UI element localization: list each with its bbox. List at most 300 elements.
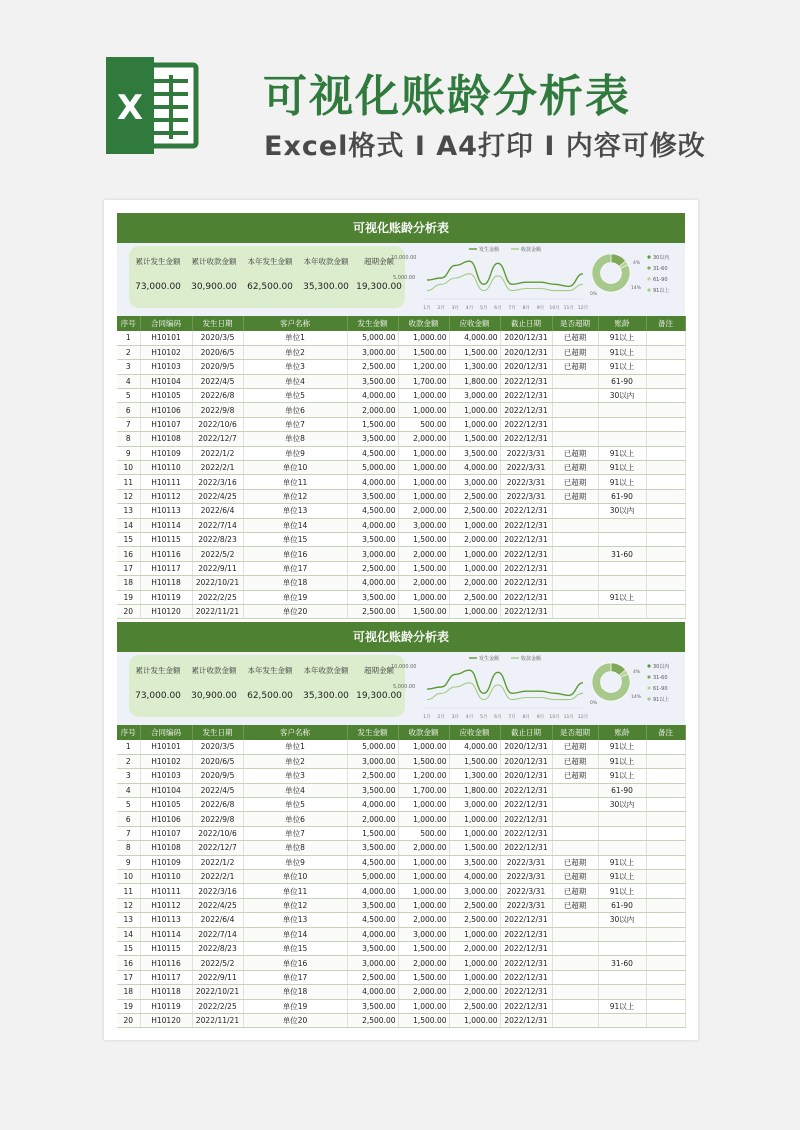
table-cell[interactable]: 8	[117, 841, 140, 855]
table-cell[interactable]: 2022/12/31	[500, 389, 552, 403]
table-cell[interactable]	[552, 841, 598, 855]
table-cell[interactable]: 2022/10/21	[192, 576, 243, 590]
table-cell[interactable]: 已超期	[552, 884, 598, 898]
table-cell[interactable]: 2022/12/31	[500, 417, 552, 431]
table-cell[interactable]	[646, 769, 685, 783]
table-cell[interactable]: 3,000.00	[449, 475, 500, 489]
table-cell[interactable]: 2,000.00	[347, 812, 398, 826]
table-cell[interactable]: 8	[117, 432, 140, 446]
table-cell[interactable]: 4,000.00	[449, 740, 500, 754]
table-cell[interactable]: 2022/11/21	[192, 604, 243, 618]
table-cell[interactable]: H10101	[140, 740, 192, 754]
table-cell[interactable]: H10109	[140, 446, 192, 460]
table-cell[interactable]: 2022/12/31	[500, 941, 552, 955]
table-cell[interactable]: 1,000.00	[398, 590, 449, 604]
table-cell[interactable]: 单位6	[243, 812, 347, 826]
table-cell[interactable]: H10106	[140, 812, 192, 826]
table-cell[interactable]: 20	[117, 604, 140, 618]
table-cell[interactable]: 5,000.00	[347, 870, 398, 884]
table-cell[interactable]	[646, 913, 685, 927]
table-cell[interactable]: 2020/6/5	[192, 345, 243, 359]
table-cell[interactable]: 1,000.00	[398, 870, 449, 884]
table-cell[interactable]: 4,500.00	[347, 855, 398, 869]
table-cell[interactable]: 3,000.00	[449, 798, 500, 812]
table-cell[interactable]: 2020/12/31	[500, 360, 552, 374]
table-cell[interactable]	[646, 547, 685, 561]
table-cell[interactable]	[552, 999, 598, 1013]
table-cell[interactable]: 单位12	[243, 489, 347, 503]
table-cell[interactable]	[552, 518, 598, 532]
table-cell[interactable]: 2,000.00	[398, 985, 449, 999]
table-cell[interactable]: 单位13	[243, 504, 347, 518]
table-cell[interactable]: 2022/5/2	[192, 547, 243, 561]
table-cell[interactable]: 6	[117, 812, 140, 826]
table-cell[interactable]: 单位1	[243, 331, 347, 345]
table-cell[interactable]: 3	[117, 769, 140, 783]
table-cell[interactable]: 1,500.00	[398, 345, 449, 359]
table-cell[interactable]	[646, 956, 685, 970]
table-cell[interactable]: 1,000.00	[449, 956, 500, 970]
table-cell[interactable]: 2020/12/31	[500, 740, 552, 754]
table-cell[interactable]: 1,500.00	[449, 841, 500, 855]
table-cell[interactable]: 2020/9/5	[192, 360, 243, 374]
table-cell[interactable]: H10111	[140, 475, 192, 489]
table-cell[interactable]: 1,500.00	[398, 1013, 449, 1027]
table-cell[interactable]: 2022/12/31	[500, 927, 552, 941]
table-cell[interactable]	[646, 740, 685, 754]
table-cell[interactable]: 1,000.00	[398, 798, 449, 812]
table-cell[interactable]: 2,500.00	[449, 504, 500, 518]
table-cell[interactable]: 4,000.00	[347, 389, 398, 403]
table-cell[interactable]: 7	[117, 826, 140, 840]
table-cell[interactable]	[646, 561, 685, 575]
table-cell[interactable]: 1,000.00	[449, 812, 500, 826]
table-cell[interactable]: H10113	[140, 504, 192, 518]
table-cell[interactable]: 2022/8/23	[192, 941, 243, 955]
table-cell[interactable]: 2022/10/6	[192, 826, 243, 840]
table-cell[interactable]: 已超期	[552, 769, 598, 783]
table-cell[interactable]: 单位10	[243, 461, 347, 475]
table-cell[interactable]: 500.00	[398, 417, 449, 431]
table-cell[interactable]: 2022/12/31	[500, 798, 552, 812]
table-cell[interactable]	[598, 561, 646, 575]
table-cell[interactable]: 13	[117, 913, 140, 927]
table-cell[interactable]: 2	[117, 754, 140, 768]
table-cell[interactable]	[598, 941, 646, 955]
table-cell[interactable]: 2022/3/31	[500, 475, 552, 489]
table-cell[interactable]: 单位18	[243, 985, 347, 999]
table-cell[interactable]: H10112	[140, 898, 192, 912]
table-cell[interactable]: H10108	[140, 841, 192, 855]
table-cell[interactable]: 2022/12/31	[500, 841, 552, 855]
table-cell[interactable]: 2022/12/31	[500, 956, 552, 970]
table-cell[interactable]	[552, 826, 598, 840]
table-cell[interactable]	[598, 403, 646, 417]
table-cell[interactable]: 1,000.00	[398, 898, 449, 912]
table-cell[interactable]: 2020/12/31	[500, 754, 552, 768]
table-cell[interactable]: 4,000.00	[347, 518, 398, 532]
table-cell[interactable]: 61-90	[598, 374, 646, 388]
table-cell[interactable]: 17	[117, 970, 140, 984]
table-cell[interactable]: 单位5	[243, 798, 347, 812]
table-cell[interactable]: 31-60	[598, 547, 646, 561]
table-cell[interactable]: H10105	[140, 389, 192, 403]
table-cell[interactable]	[646, 855, 685, 869]
table-cell[interactable]	[552, 798, 598, 812]
table-cell[interactable]: 3,000.00	[398, 518, 449, 532]
table-cell[interactable]: 1,200.00	[398, 769, 449, 783]
table-cell[interactable]: 4,500.00	[347, 504, 398, 518]
table-cell[interactable]: H10111	[140, 884, 192, 898]
table-cell[interactable]: 1,000.00	[398, 331, 449, 345]
table-cell[interactable]: H10107	[140, 417, 192, 431]
table-cell[interactable]: 2022/9/11	[192, 561, 243, 575]
table-cell[interactable]: 2022/3/31	[500, 898, 552, 912]
table-cell[interactable]: 2,000.00	[398, 956, 449, 970]
table-cell[interactable]: 已超期	[552, 870, 598, 884]
table-cell[interactable]: 1,500.00	[449, 345, 500, 359]
table-cell[interactable]: 1,000.00	[449, 1013, 500, 1027]
table-cell[interactable]: H10114	[140, 518, 192, 532]
table-cell[interactable]	[646, 403, 685, 417]
table-cell[interactable]: 2022/12/31	[500, 604, 552, 618]
table-cell[interactable]: 单位11	[243, 884, 347, 898]
table-cell[interactable]: 3	[117, 360, 140, 374]
table-cell[interactable]: 2022/5/2	[192, 956, 243, 970]
table-cell[interactable]: 1,500.00	[449, 754, 500, 768]
table-cell[interactable]: 单位18	[243, 576, 347, 590]
table-cell[interactable]: 6	[117, 403, 140, 417]
table-cell[interactable]: 1,000.00	[449, 604, 500, 618]
table-cell[interactable]: 已超期	[552, 855, 598, 869]
table-cell[interactable]: 4,000.00	[449, 461, 500, 475]
table-cell[interactable]	[552, 417, 598, 431]
table-cell[interactable]: 3,500.00	[347, 489, 398, 503]
table-cell[interactable]: 1,000.00	[449, 970, 500, 984]
table-cell[interactable]: 2020/6/5	[192, 754, 243, 768]
table-cell[interactable]: 9	[117, 855, 140, 869]
table-cell[interactable]: 2022/12/7	[192, 432, 243, 446]
table-cell[interactable]: 1,500.00	[347, 826, 398, 840]
table-cell[interactable]: 2020/3/5	[192, 331, 243, 345]
table-cell[interactable]: 单位4	[243, 783, 347, 797]
table-cell[interactable]: 2022/1/2	[192, 855, 243, 869]
table-cell[interactable]: 9	[117, 446, 140, 460]
table-cell[interactable]: H10107	[140, 826, 192, 840]
table-cell[interactable]: H10102	[140, 754, 192, 768]
table-cell[interactable]: 18	[117, 985, 140, 999]
table-cell[interactable]: H10120	[140, 604, 192, 618]
table-cell[interactable]: 2,000.00	[398, 504, 449, 518]
table-cell[interactable]: 5,000.00	[347, 461, 398, 475]
table-cell[interactable]: 2022/3/31	[500, 461, 552, 475]
table-cell[interactable]: 1,000.00	[449, 403, 500, 417]
table-cell[interactable]: 1,500.00	[398, 754, 449, 768]
table-cell[interactable]: H10112	[140, 489, 192, 503]
table-cell[interactable]	[598, 841, 646, 855]
table-cell[interactable]: 2,000.00	[347, 403, 398, 417]
table-cell[interactable]: H10116	[140, 956, 192, 970]
table-cell[interactable]: 3,500.00	[347, 783, 398, 797]
table-cell[interactable]: 91以上	[598, 740, 646, 754]
table-cell[interactable]: 2020/12/31	[500, 331, 552, 345]
table-cell[interactable]	[598, 417, 646, 431]
table-cell[interactable]: 2022/6/8	[192, 389, 243, 403]
table-cell[interactable]: 2022/6/4	[192, 504, 243, 518]
table-cell[interactable]: 2022/7/14	[192, 518, 243, 532]
table-cell[interactable]: 2022/9/8	[192, 403, 243, 417]
table-cell[interactable]: 已超期	[552, 740, 598, 754]
table-cell[interactable]: 4,000.00	[347, 884, 398, 898]
table-cell[interactable]: H10108	[140, 432, 192, 446]
table-cell[interactable]: H10117	[140, 561, 192, 575]
table-cell[interactable]: 2022/12/31	[500, 504, 552, 518]
table-cell[interactable]: 2020/3/5	[192, 740, 243, 754]
table-cell[interactable]: 2022/12/31	[500, 561, 552, 575]
table-cell[interactable]	[646, 518, 685, 532]
table-cell[interactable]: 2,500.00	[449, 489, 500, 503]
table-cell[interactable]: 2,000.00	[398, 576, 449, 590]
table-cell[interactable]: 2022/4/5	[192, 374, 243, 388]
table-cell[interactable]: 单位6	[243, 403, 347, 417]
table-cell[interactable]: 2,500.00	[449, 898, 500, 912]
table-cell[interactable]: 3,000.00	[347, 345, 398, 359]
table-cell[interactable]: 16	[117, 547, 140, 561]
table-cell[interactable]: 91以上	[598, 360, 646, 374]
table-cell[interactable]	[646, 898, 685, 912]
table-cell[interactable]: 单位8	[243, 841, 347, 855]
table-cell[interactable]: 4	[117, 783, 140, 797]
table-cell[interactable]: H10106	[140, 403, 192, 417]
table-cell[interactable]: 2022/12/31	[500, 1013, 552, 1027]
table-cell[interactable]: 61-90	[598, 489, 646, 503]
table-cell[interactable]: 1,000.00	[398, 999, 449, 1013]
table-cell[interactable]: 已超期	[552, 360, 598, 374]
table-cell[interactable]: 1,800.00	[449, 374, 500, 388]
table-cell[interactable]: 2022/10/21	[192, 985, 243, 999]
table-cell[interactable]: 2	[117, 345, 140, 359]
table-cell[interactable]	[598, 970, 646, 984]
table-cell[interactable]: 5,000.00	[347, 331, 398, 345]
table-cell[interactable]: 2022/12/31	[500, 970, 552, 984]
table-cell[interactable]: 1,300.00	[449, 360, 500, 374]
table-cell[interactable]: H10116	[140, 547, 192, 561]
table-cell[interactable]	[598, 518, 646, 532]
table-cell[interactable]: H10115	[140, 941, 192, 955]
table-cell[interactable]: 3,500.00	[347, 999, 398, 1013]
table-cell[interactable]: 2,500.00	[347, 970, 398, 984]
table-cell[interactable]: 1,500.00	[347, 417, 398, 431]
table-cell[interactable]: 单位19	[243, 999, 347, 1013]
table-cell[interactable]	[552, 783, 598, 797]
table-cell[interactable]: 3,000.00	[398, 927, 449, 941]
table-cell[interactable]: 2,500.00	[347, 604, 398, 618]
table-cell[interactable]: 15	[117, 941, 140, 955]
table-cell[interactable]: 12	[117, 898, 140, 912]
table-cell[interactable]: 4,000.00	[449, 870, 500, 884]
table-cell[interactable]: 4,500.00	[347, 446, 398, 460]
table-cell[interactable]: 2,500.00	[449, 999, 500, 1013]
table-cell[interactable]: 2,000.00	[449, 532, 500, 546]
table-cell[interactable]: H10118	[140, 576, 192, 590]
table-cell[interactable]: 2,500.00	[347, 561, 398, 575]
table-cell[interactable]: H10109	[140, 855, 192, 869]
table-cell[interactable]: 2020/9/5	[192, 769, 243, 783]
table-cell[interactable]: 3,500.00	[347, 374, 398, 388]
table-cell[interactable]	[552, 604, 598, 618]
table-cell[interactable]: 4,000.00	[449, 331, 500, 345]
table-cell[interactable]: 1,000.00	[398, 812, 449, 826]
table-cell[interactable]: 1	[117, 331, 140, 345]
table-cell[interactable]: 61-90	[598, 898, 646, 912]
table-cell[interactable]: 1,700.00	[398, 374, 449, 388]
table-cell[interactable]: 19	[117, 590, 140, 604]
table-cell[interactable]: 单位7	[243, 826, 347, 840]
table-cell[interactable]: 单位14	[243, 518, 347, 532]
table-cell[interactable]: 10	[117, 461, 140, 475]
table-cell[interactable]: 91以上	[598, 754, 646, 768]
table-cell[interactable]: 2022/3/31	[500, 870, 552, 884]
table-cell[interactable]	[552, 941, 598, 955]
table-cell[interactable]: H10103	[140, 769, 192, 783]
table-cell[interactable]: H10102	[140, 345, 192, 359]
table-cell[interactable]: 3,000.00	[347, 956, 398, 970]
table-cell[interactable]: 2,000.00	[398, 547, 449, 561]
table-cell[interactable]: 14	[117, 518, 140, 532]
table-cell[interactable]: 2022/8/23	[192, 532, 243, 546]
table-cell[interactable]	[646, 532, 685, 546]
table-cell[interactable]: 单位9	[243, 446, 347, 460]
table-cell[interactable]: 1,000.00	[449, 561, 500, 575]
table-cell[interactable]: 2022/12/31	[500, 432, 552, 446]
table-cell[interactable]: H10117	[140, 970, 192, 984]
table-cell[interactable]: H10104	[140, 374, 192, 388]
table-cell[interactable]: 3,500.00	[449, 446, 500, 460]
table-cell[interactable]: 5,000.00	[347, 740, 398, 754]
table-cell[interactable]: H10104	[140, 783, 192, 797]
table-cell[interactable]	[552, 389, 598, 403]
table-cell[interactable]	[552, 590, 598, 604]
table-cell[interactable]	[552, 956, 598, 970]
table-cell[interactable]: 1,000.00	[398, 855, 449, 869]
table-cell[interactable]: 2022/4/25	[192, 489, 243, 503]
table-cell[interactable]	[552, 504, 598, 518]
table-cell[interactable]: 11	[117, 884, 140, 898]
table-cell[interactable]	[552, 985, 598, 999]
table-cell[interactable]: 2022/9/8	[192, 812, 243, 826]
table-cell[interactable]: 5	[117, 389, 140, 403]
table-cell[interactable]: 4,000.00	[347, 475, 398, 489]
table-cell[interactable]	[646, 826, 685, 840]
table-cell[interactable]: 已超期	[552, 345, 598, 359]
table-cell[interactable]: 单位2	[243, 345, 347, 359]
table-cell[interactable]: 单位9	[243, 855, 347, 869]
table-cell[interactable]: 1,200.00	[398, 360, 449, 374]
table-cell[interactable]	[646, 604, 685, 618]
table-cell[interactable]: 1,000.00	[449, 417, 500, 431]
table-cell[interactable]: H10119	[140, 590, 192, 604]
table-cell[interactable]: 1,000.00	[398, 884, 449, 898]
table-cell[interactable]: H10113	[140, 913, 192, 927]
table-cell[interactable]	[646, 331, 685, 345]
table-cell[interactable]: 2022/3/16	[192, 475, 243, 489]
table-cell[interactable]: 1,000.00	[398, 389, 449, 403]
table-cell[interactable]: 单位8	[243, 432, 347, 446]
table-cell[interactable]	[646, 374, 685, 388]
table-cell[interactable]: 单位3	[243, 769, 347, 783]
table-cell[interactable]	[646, 360, 685, 374]
table-cell[interactable]: 2022/9/11	[192, 970, 243, 984]
table-cell[interactable]: 单位17	[243, 561, 347, 575]
table-cell[interactable]: 2,500.00	[347, 1013, 398, 1027]
table-cell[interactable]: 2022/12/31	[500, 812, 552, 826]
table-cell[interactable]: 3,500.00	[347, 432, 398, 446]
table-cell[interactable]: 已超期	[552, 475, 598, 489]
table-cell[interactable]: 2022/12/31	[500, 576, 552, 590]
table-cell[interactable]: 2,000.00	[398, 432, 449, 446]
table-cell[interactable]	[646, 841, 685, 855]
table-cell[interactable]: 1,700.00	[398, 783, 449, 797]
table-cell[interactable]: 10	[117, 870, 140, 884]
table-cell[interactable]: 单位10	[243, 870, 347, 884]
table-cell[interactable]: 2022/3/31	[500, 855, 552, 869]
table-cell[interactable]: 17	[117, 561, 140, 575]
table-cell[interactable]: 单位16	[243, 547, 347, 561]
table-cell[interactable]	[646, 1013, 685, 1027]
table-cell[interactable]: 13	[117, 504, 140, 518]
table-cell[interactable]	[552, 561, 598, 575]
table-cell[interactable]: 91以上	[598, 331, 646, 345]
table-cell[interactable]	[646, 489, 685, 503]
table-cell[interactable]: 2022/12/31	[500, 403, 552, 417]
table-cell[interactable]: 2022/11/21	[192, 1013, 243, 1027]
table-cell[interactable]: 1,000.00	[398, 740, 449, 754]
table-cell[interactable]	[646, 461, 685, 475]
table-cell[interactable]: H10105	[140, 798, 192, 812]
table-cell[interactable]: 3,000.00	[347, 547, 398, 561]
table-cell[interactable]: 2,000.00	[449, 985, 500, 999]
table-cell[interactable]	[646, 812, 685, 826]
table-cell[interactable]	[552, 432, 598, 446]
table-cell[interactable]: 15	[117, 532, 140, 546]
table-cell[interactable]: 2022/2/25	[192, 590, 243, 604]
table-cell[interactable]: 2,500.00	[449, 590, 500, 604]
table-cell[interactable]: H10118	[140, 985, 192, 999]
table-cell[interactable]: 1,000.00	[398, 475, 449, 489]
table-cell[interactable]	[598, 826, 646, 840]
table-cell[interactable]: 已超期	[552, 489, 598, 503]
table-cell[interactable]	[552, 576, 598, 590]
table-cell[interactable]: 4,000.00	[347, 798, 398, 812]
table-cell[interactable]	[646, 590, 685, 604]
table-cell[interactable]: 单位1	[243, 740, 347, 754]
table-cell[interactable]: 2022/3/31	[500, 884, 552, 898]
table-cell[interactable]	[646, 985, 685, 999]
table-cell[interactable]: 2022/6/8	[192, 798, 243, 812]
table-cell[interactable]: 单位4	[243, 374, 347, 388]
table-cell[interactable]: 1,800.00	[449, 783, 500, 797]
table-cell[interactable]: 30以内	[598, 389, 646, 403]
table-cell[interactable]: 91以上	[598, 475, 646, 489]
table-cell[interactable]	[598, 532, 646, 546]
table-cell[interactable]: 91以上	[598, 345, 646, 359]
table-cell[interactable]	[646, 783, 685, 797]
table-cell[interactable]: 2022/12/31	[500, 532, 552, 546]
table-cell[interactable]: 5	[117, 798, 140, 812]
table-cell[interactable]: 单位15	[243, 941, 347, 955]
table-cell[interactable]: 单位20	[243, 1013, 347, 1027]
table-cell[interactable]: 2022/3/31	[500, 489, 552, 503]
